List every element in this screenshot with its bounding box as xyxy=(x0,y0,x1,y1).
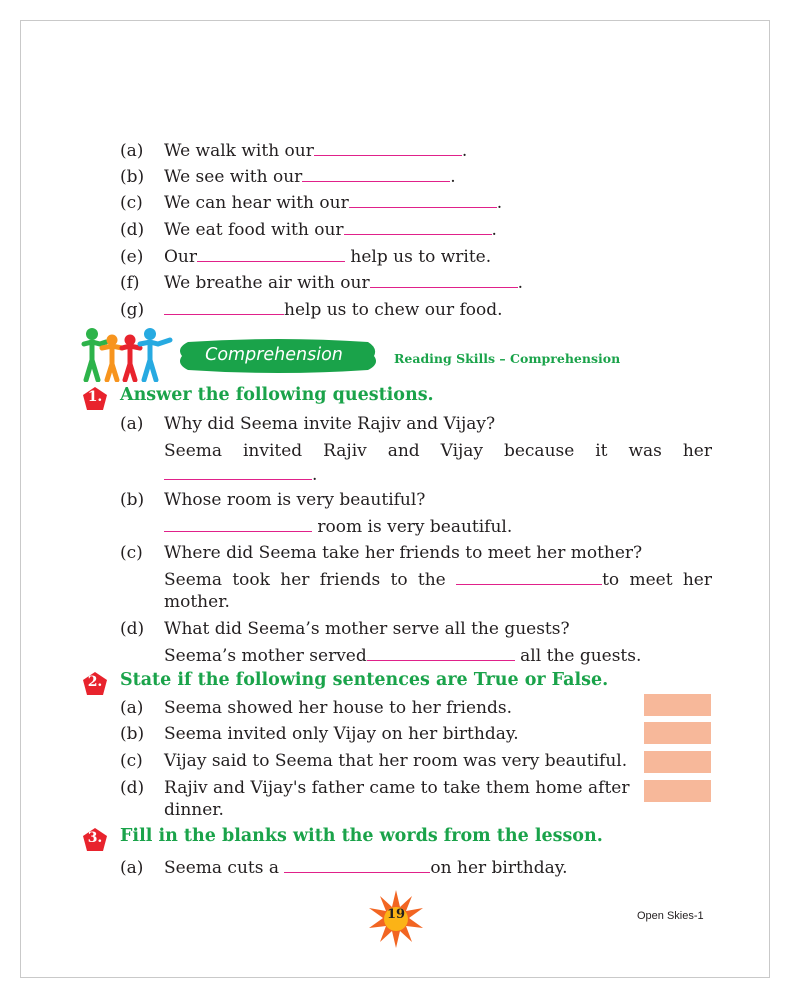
item-label: (d) xyxy=(120,619,145,639)
blank-with-word xyxy=(456,569,619,591)
item-text: Our xyxy=(164,247,198,267)
exercise-item xyxy=(164,857,568,879)
item-label: (f) xyxy=(120,273,140,293)
section-subtitle: Reading Skills – Comprehension xyxy=(394,351,621,366)
item-text: Seema cuts a xyxy=(164,858,279,878)
question-number: 3. xyxy=(87,830,103,846)
answer-line xyxy=(164,569,712,591)
blank-line[interactable] xyxy=(367,645,515,661)
answer-word: meet xyxy=(629,570,673,590)
question-text: Whose room is very beautiful? xyxy=(164,490,426,510)
item-label: (b) xyxy=(120,724,145,744)
blank-line[interactable] xyxy=(164,464,312,480)
answer-word: her xyxy=(682,441,712,461)
blank-line[interactable] xyxy=(349,192,497,208)
answer-line-2: mother. xyxy=(164,592,230,612)
item-label: (a) xyxy=(120,414,144,434)
blank-line[interactable] xyxy=(164,516,312,532)
answer-word: to xyxy=(602,570,620,590)
question-text: What did Seema’s mother serve all the guests? xyxy=(164,619,570,639)
item-label: (b) xyxy=(120,490,145,510)
item-text: on her birthday. xyxy=(430,858,568,878)
exercise-item xyxy=(164,246,491,268)
statement-text: Rajiv and Vijay's father came to take them home after xyxy=(164,778,630,798)
item-label: (d) xyxy=(120,778,145,798)
answer-word: because xyxy=(503,441,575,461)
answer-word: invited xyxy=(242,441,303,461)
answer-word: Seema xyxy=(164,441,223,461)
item-label: (e) xyxy=(120,247,144,267)
children-holding-hands-icon xyxy=(80,326,176,382)
answer-text: room is very beautiful. xyxy=(317,517,513,537)
answer-box[interactable] xyxy=(644,722,711,744)
question-heading: Fill in the blanks with the words from the lesson. xyxy=(120,826,603,846)
answer-line xyxy=(164,440,712,462)
answer-word: Seema xyxy=(164,570,223,590)
answer-line xyxy=(164,516,512,538)
answer-word: to xyxy=(390,570,408,590)
blank-line[interactable] xyxy=(302,166,450,182)
item-label: (d) xyxy=(120,220,145,240)
answer-text: all the guests. xyxy=(520,646,642,666)
item-label: (a) xyxy=(120,141,144,161)
answer-line-2 xyxy=(164,464,317,486)
answer-box[interactable] xyxy=(644,751,711,773)
item-label: (a) xyxy=(120,698,144,718)
blank-line[interactable] xyxy=(344,219,492,235)
item-label: (c) xyxy=(120,543,143,563)
page-number: 19 xyxy=(386,907,406,922)
blank-line[interactable] xyxy=(456,569,602,585)
answer-word: it xyxy=(595,441,608,461)
answer-word: her xyxy=(280,570,310,590)
item-text: . xyxy=(517,273,523,293)
answer-line xyxy=(164,645,641,667)
statement-text: Seema showed her house to her friends. xyxy=(164,698,512,718)
exercise-item xyxy=(164,219,497,241)
item-text: We breathe air with our xyxy=(164,273,370,293)
item-label: (c) xyxy=(120,193,143,213)
blank-line[interactable] xyxy=(164,299,284,315)
question-text: Why did Seema invite Rajiv and Vijay? xyxy=(164,414,496,434)
item-text: . xyxy=(450,167,456,187)
item-text: We eat food with our xyxy=(164,220,344,240)
statement-text-2: dinner. xyxy=(164,800,224,820)
answer-text: Seema’s mother served xyxy=(164,646,367,666)
statement-text: Vijay said to Seema that her room was very beautiful. xyxy=(164,751,628,771)
blank-line[interactable] xyxy=(284,857,430,873)
exercise-item xyxy=(164,192,502,214)
section-banner-title: Comprehension xyxy=(205,345,343,365)
item-label: (b) xyxy=(120,167,145,187)
item-text: help us to write. xyxy=(350,247,492,267)
answer-word: and xyxy=(387,441,420,461)
answer-word: was xyxy=(628,441,662,461)
item-text: We see with our xyxy=(164,167,303,187)
statement-text: Seema invited only Vijay on her birthday. xyxy=(164,724,519,744)
blank-line[interactable] xyxy=(197,246,345,262)
answer-word: Rajiv xyxy=(323,441,367,461)
question-text: Where did Seema take her friends to meet her mother? xyxy=(164,543,643,563)
answer-word: Vijay xyxy=(440,441,484,461)
answer-box[interactable] xyxy=(644,694,711,716)
item-label: (a) xyxy=(120,858,144,878)
question-number: 1. xyxy=(87,389,103,405)
exercise-item xyxy=(164,299,503,321)
item-text: . xyxy=(491,220,497,240)
question-number: 2. xyxy=(87,674,103,690)
item-text: . xyxy=(496,193,503,213)
item-text: . xyxy=(461,141,468,161)
blank-line[interactable] xyxy=(314,140,462,156)
answer-word: her xyxy=(682,570,712,590)
exercise-item xyxy=(164,166,456,188)
answer-word: friends xyxy=(319,570,381,590)
answer-end: . xyxy=(312,465,318,485)
answer-word: the xyxy=(417,570,446,590)
item-text: We walk with our xyxy=(164,141,314,161)
question-heading: State if the following sentences are True or False. xyxy=(120,670,609,690)
item-text: help us to chew our food. xyxy=(284,300,503,320)
blank-line[interactable] xyxy=(370,272,518,288)
item-label: (c) xyxy=(120,751,143,771)
answer-word: took xyxy=(232,570,270,590)
exercise-item xyxy=(164,272,523,294)
answer-box[interactable] xyxy=(644,780,711,802)
book-title: Open Skies-1 xyxy=(637,910,704,922)
item-label: (g) xyxy=(120,300,145,320)
item-text: We can hear with our xyxy=(164,193,349,213)
question-heading: Answer the following questions. xyxy=(120,385,434,405)
exercise-item xyxy=(164,140,467,162)
